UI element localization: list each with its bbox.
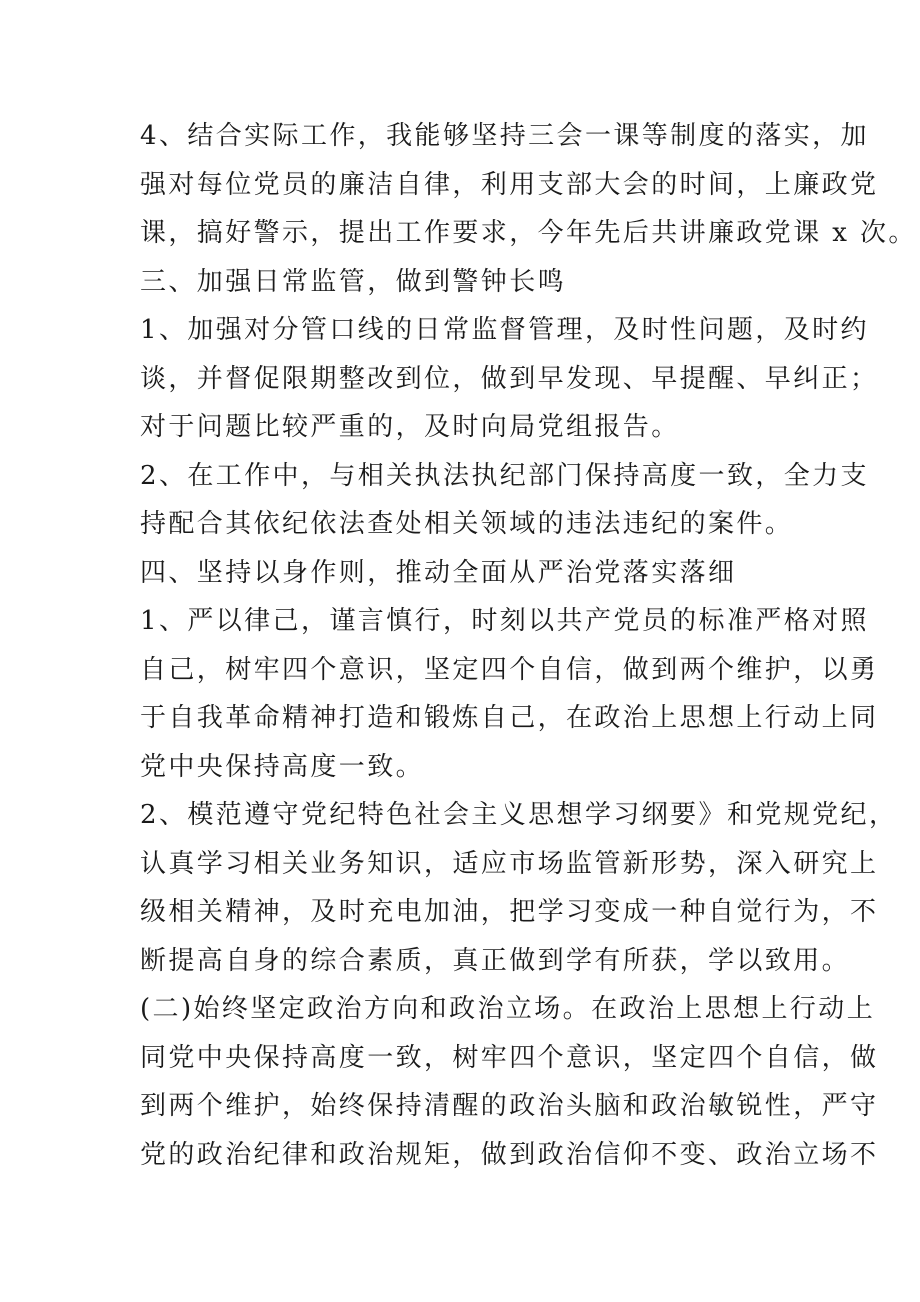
text-line: 课，搞好警示，提出工作要求，今年先后共讲廉政党课 x 次。 (140, 218, 917, 248)
text-line: 2、在工作中，与相关执法执纪部门保持高度一致，全力支 (140, 460, 869, 491)
text-line: 同党中央保持高度一致，树牢四个意识，坚定四个自信，做 (140, 1042, 879, 1073)
text-line: 到两个维护，始终保持清醒的政治头脑和政治敏锐性，严守 (140, 1091, 879, 1121)
text-line: 认真学习相关业务知识，适应市场监管新形势，深入研究上 (140, 848, 879, 879)
section-heading: 四、坚持以身作则，推动全面从严治党落实落细 (140, 557, 737, 588)
document-body (140, 112, 917, 1179)
text-line: 断提高自身的综合素质，真正做到学有所获，学以致用。 (140, 945, 851, 976)
text-line: 持配合其依纪依法查处相关领域的违法违纪的案件。 (140, 509, 794, 539)
text-line: 强对每位党员的廉洁自律，利用支部大会的时间，上廉政党 (140, 169, 879, 200)
text-line: 级相关精神，及时充电加油，把学习变成一种自觉行为，不 (140, 897, 879, 927)
text-line: 1、加强对分管口线的日常监督管理，及时性问题，及时约 (140, 315, 869, 345)
text-line: 党中央保持高度一致。 (140, 751, 425, 782)
section-heading: 三、加强日常监管，做到警钟长鸣 (140, 266, 567, 297)
text-line: 于自我革命精神打造和锻炼自己，在政治上思想上行动上同 (140, 703, 879, 733)
text-line: 1、严以律己，谨言慎行，时刻以共产党员的标准严格对照 (140, 606, 869, 636)
text-line: 谈，并督促限期整改到位，做到早发现、早提醒、早纠正； (140, 363, 879, 394)
text-line: 4、结合实际工作，我能够坚持三会一课等制度的落实，加 (140, 121, 869, 151)
text-line: (二)始终坚定政治方向和政治立场。在政治上思想上行动上 (140, 994, 876, 1024)
text-line: 自己，树牢四个意识，坚定四个自信，做到两个维护，以勇 (140, 654, 879, 685)
text-line: 2、模范遵守党纪特色社会主义思想学习纲要》和党规党纪， (140, 800, 898, 830)
text-line: 对于问题比较严重的，及时向局党组报告。 (140, 412, 680, 442)
text-line: 党的政治纪律和政治规矩，做到政治信仰不变、政治立场不 (140, 1139, 879, 1170)
